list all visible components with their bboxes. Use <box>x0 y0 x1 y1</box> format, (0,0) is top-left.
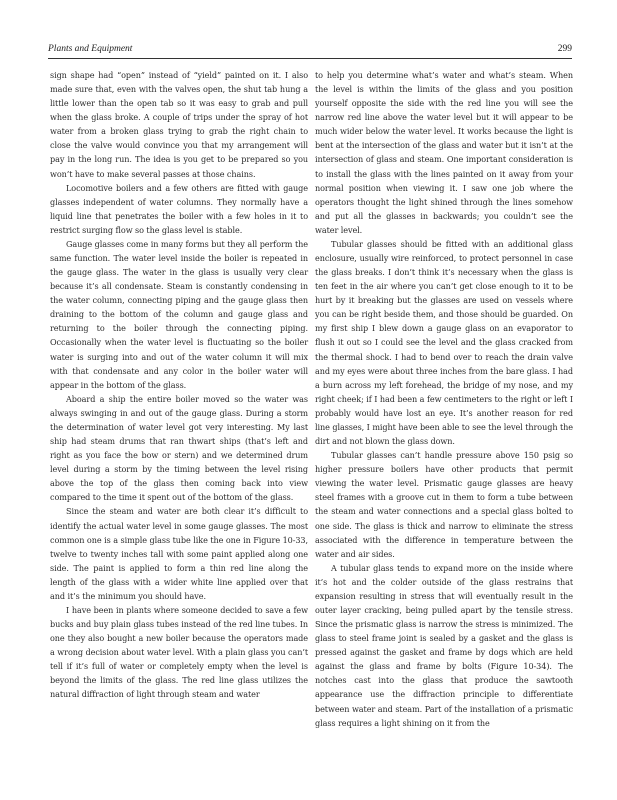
paragraph: sign shape had “open” instead of “yield” painted on it. I also made sure that, even with the valves open, the shut tab hung a little lower than the open tab so it was easy to grab and pull when the glass broke. A couple of trips under the spray of hot water from a broken glass trying to grab the right chain to close the valve would convince you that my arrangement will pay in the long run. The idea is you get to be prepared so you won’t have to make several passes at those chains. <box>50 70 308 179</box>
paragraph: Locomotive boilers and a few others are fitted with gauge glasses independent of water columns. They normally have a liquid line that penetrates the boiler with a few holes in it to restrict surging flow so the glass level is stable. <box>50 182 308 235</box>
right-column <box>315 68 573 730</box>
left-column <box>50 68 308 702</box>
header-rule <box>48 58 572 59</box>
running-title: Plants and Equipment <box>48 44 133 54</box>
running-header <box>48 44 572 58</box>
paragraph: Tubular glasses should be fitted with an additional glass enclosure, usually wire reinforced, to protect personnel in case the glass breaks. I don’t think it’s necessary when the glass is ten feet in the air where you can’t get close enough to it to be hurt by it breaking but the glasses are used on vessels where you can be right beside them, and those should be guarded. On my first ship I blew down a gauge glass on an evaporator to flush it out so I could see the level and the glass cracked from the thermal shock. I had to bend over to reach the drain valve and my eyes were about three inches from the bare glass. I had a burn across my left forehead, the bridge of my nose, and my right cheek; if I had been a few centimeters to the right or left I probably would have lost an eye. It’s another reason for red line glasses, I might have been able to see the level through the dirt and not blown the glass down. <box>315 238 573 447</box>
paragraph: Aboard a ship the entire boiler moved so the water was always swinging in and out of the gauge glass. During a storm the determination of water level got very interesting. My last ship had steam drums that ran thwart ships (that’s left and right as you face the bow or stern) and we determined drum level during a storm by the timing between the level rising above the top of the glass then coming back into view compared to the time it spent out of the bottom of the glass. <box>50 393 308 503</box>
paragraph: Tubular glasses can’t handle pressure above 150 psig so higher pressure boilers have other products that permit viewing the water level. Prismatic gauge glasses are heavy steel frames with a groove cut in them to form a tube between the steam and water connections and a special glass bolted to one side. The glass is thick and narrow to eliminate the stress associated with the difference in temperature between the water and air sides. <box>315 450 573 559</box>
paragraph: I have been in plants where someone decided to save a few bucks and buy plain glass tubes instead of the red line tubes. In one they also bought a new boiler because the operators made a wrong decision about water level. With a plain glass you can’t tell if it’s full of water or completely empty when the level is beyond the limits of the glass. The red line glass utilizes the natural diffraction of light through steam and water <box>50 604 308 700</box>
paragraph: A tubular glass tends to expand more on the inside where it’s hot and the colder outside of the glass restrains that expansion resulting in stress that will eventually result in the outer layer cracking, being pulled apart by the tensile stress. Since the prismatic glass is narrow the stress is minimized. The glass to steel frame joint is sealed by a gasket and the glass is pressed against the gasket and frame by dogs which are held against the glass and frame by bolts (Figure 10-34). The notches cast into the glass that produce the sawtooth appearance use the diffraction principle to differentiate between water and steam. Part of the installation of a prismatic glass requires a light shining on it from the <box>315 562 573 728</box>
page-number: 299 <box>557 44 572 54</box>
paragraph: to help you determine what’s water and what’s steam. When the level is within the limits of the glass and you position yourself opposite the side with the red line you will see the narrow red line above the water level but it will appear to be much wider below the water level. It works because the light is bent at the intersection of the glass and water but it isn’t at the intersection of glass and steam. One important consideration is to install the glass with the lines painted on it away from your normal position when viewing it. I saw one job where the operators thought the light shined through the lines somehow and put all the glasses in backwards; you couldn’t see the water level. <box>315 70 573 235</box>
paragraph: Gauge glasses come in many forms but they all perform the same function. The water level inside the boiler is repeated in the gauge glass. The water in the glass is usually very clear because it’s all condensate. Steam is constantly condensing in the water column, connecting piping and the gauge glass then draining to the bottom of the column and gauge glass and returning to the boiler through the connecting piping. Occasionally when the water level is fluctuating so the boiler water is surging into and out of the water column it will mix with that condensate and any color in the boiler water will appear in the bottom of the glass. <box>50 238 308 390</box>
paragraph: Since the steam and water are both clear it’s difficult to identify the actual water level in some gauge glasses. The most common one is a simple glass tube like the one in Figure 10-33, twelve to twenty inches tall with some paint applied along one side. The paint is applied to form a thin red line along the length of the glass with a wider white line applied over that and it’s the minimum you should have. <box>50 506 308 601</box>
